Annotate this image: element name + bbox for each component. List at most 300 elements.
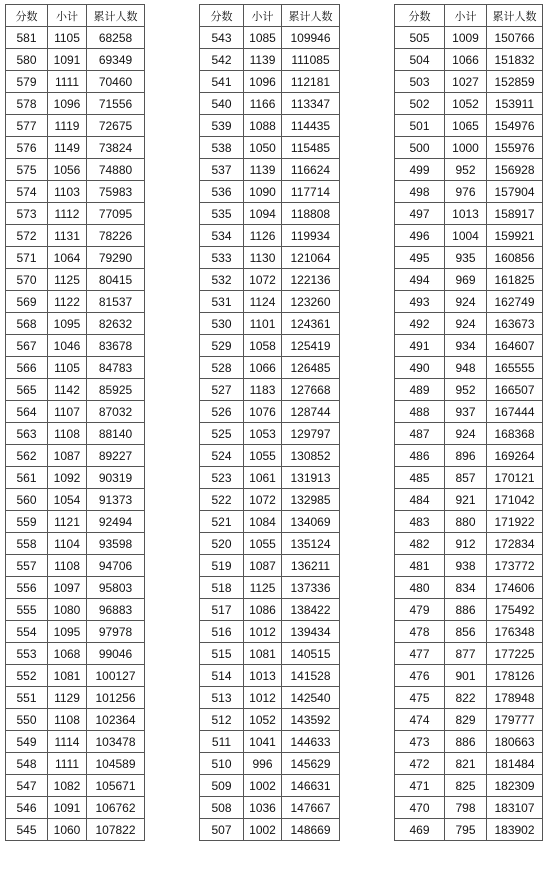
score-cell: 469: [395, 819, 445, 841]
count-cell: 1129: [48, 687, 87, 709]
score-cell: 553: [6, 643, 48, 665]
cumulative-cell: 176348: [487, 621, 543, 643]
score-cell: 577: [6, 115, 48, 137]
cumulative-cell: 106762: [87, 797, 145, 819]
cumulative-cell: 73824: [87, 137, 145, 159]
count-cell: 1130: [244, 247, 282, 269]
score-cell: 552: [6, 665, 48, 687]
score-cell: 527: [200, 379, 244, 401]
score-cell: 532: [200, 269, 244, 291]
cumulative-cell: 109946: [282, 27, 340, 49]
table-row: [6, 555, 145, 577]
table-row: [6, 775, 145, 797]
count-cell: 1052: [244, 709, 282, 731]
score-cell: 564: [6, 401, 48, 423]
cumulative-cell: 83678: [87, 335, 145, 357]
count-cell: 1111: [48, 753, 87, 775]
cumulative-cell: 146631: [282, 775, 340, 797]
count-cell: 1183: [244, 379, 282, 401]
count-cell: 886: [445, 599, 487, 621]
score-cell: 558: [6, 533, 48, 555]
score-cell: 534: [200, 225, 244, 247]
count-cell: 1061: [244, 467, 282, 489]
table-row: [6, 643, 145, 665]
cumulative-cell: 175492: [487, 599, 543, 621]
cumulative-cell: 181484: [487, 753, 543, 775]
count-cell: 821: [445, 753, 487, 775]
table-row: [200, 225, 340, 247]
cumulative-cell: 96883: [87, 599, 145, 621]
table-row: [395, 467, 543, 489]
table-row: [6, 269, 145, 291]
score-cell: 561: [6, 467, 48, 489]
table-row: [395, 555, 543, 577]
count-cell: 1036: [244, 797, 282, 819]
table-row: [200, 665, 340, 687]
cumulative-cell: 81537: [87, 291, 145, 313]
count-cell: 1087: [48, 445, 87, 467]
cumulative-cell: 160856: [487, 247, 543, 269]
cumulative-cell: 134069: [282, 511, 340, 533]
header-score: 分数: [395, 5, 445, 27]
table-row: [6, 423, 145, 445]
count-cell: 825: [445, 775, 487, 797]
score-cell: 556: [6, 577, 48, 599]
cumulative-cell: 150766: [487, 27, 543, 49]
table-row: [395, 225, 543, 247]
score-cell: 486: [395, 445, 445, 467]
score-cell: 571: [6, 247, 48, 269]
cumulative-cell: 183107: [487, 797, 543, 819]
cumulative-cell: 100127: [87, 665, 145, 687]
score-cell: 499: [395, 159, 445, 181]
cumulative-cell: 171042: [487, 489, 543, 511]
cumulative-cell: 115485: [282, 137, 340, 159]
count-cell: 952: [445, 159, 487, 181]
score-cell: 513: [200, 687, 244, 709]
table-row: [200, 93, 340, 115]
score-table-1: [5, 4, 145, 841]
score-cell: 515: [200, 643, 244, 665]
count-cell: 1108: [48, 555, 87, 577]
cumulative-cell: 74880: [87, 159, 145, 181]
score-cell: 489: [395, 379, 445, 401]
table-row: [6, 599, 145, 621]
count-cell: 1125: [244, 577, 282, 599]
cumulative-cell: 113347: [282, 93, 340, 115]
cumulative-cell: 97978: [87, 621, 145, 643]
cumulative-cell: 180663: [487, 731, 543, 753]
table-row: [6, 291, 145, 313]
count-cell: 948: [445, 357, 487, 379]
count-cell: 1149: [48, 137, 87, 159]
cumulative-cell: 154976: [487, 115, 543, 137]
score-cell: 517: [200, 599, 244, 621]
score-cell: 510: [200, 753, 244, 775]
cumulative-cell: 125419: [282, 335, 340, 357]
table-row: [395, 533, 543, 555]
score-cell: 488: [395, 401, 445, 423]
score-cell: 530: [200, 313, 244, 335]
table-row: [6, 93, 145, 115]
count-cell: 1050: [244, 137, 282, 159]
table-row: [395, 159, 543, 181]
header-score: 分数: [6, 5, 48, 27]
score-cell: 545: [6, 819, 48, 841]
score-cell: 475: [395, 687, 445, 709]
count-cell: 1081: [48, 665, 87, 687]
table-row: [200, 115, 340, 137]
cumulative-cell: 112181: [282, 71, 340, 93]
score-table-2: [199, 4, 340, 841]
table-row: [6, 335, 145, 357]
header-row: [6, 5, 145, 27]
count-cell: 1122: [48, 291, 87, 313]
table-row: [395, 577, 543, 599]
score-cell: 543: [200, 27, 244, 49]
count-cell: 1142: [48, 379, 87, 401]
cumulative-cell: 167444: [487, 401, 543, 423]
score-cell: 492: [395, 313, 445, 335]
table-row: [200, 445, 340, 467]
score-cell: 576: [6, 137, 48, 159]
cumulative-cell: 85925: [87, 379, 145, 401]
cumulative-cell: 141528: [282, 665, 340, 687]
count-cell: 1125: [48, 269, 87, 291]
cumulative-cell: 117714: [282, 181, 340, 203]
score-cell: 498: [395, 181, 445, 203]
table-row: [6, 467, 145, 489]
score-cell: 519: [200, 555, 244, 577]
score-cell: 550: [6, 709, 48, 731]
count-cell: 996: [244, 753, 282, 775]
count-cell: 938: [445, 555, 487, 577]
count-cell: 1111: [48, 71, 87, 93]
table-row: [200, 621, 340, 643]
cumulative-cell: 183902: [487, 819, 543, 841]
score-cell: 518: [200, 577, 244, 599]
table-row: [200, 291, 340, 313]
cumulative-cell: 145629: [282, 753, 340, 775]
cumulative-cell: 102364: [87, 709, 145, 731]
table-row: [200, 401, 340, 423]
table-row: [395, 401, 543, 423]
table-row: [200, 27, 340, 49]
score-cell: 523: [200, 467, 244, 489]
score-cell: 551: [6, 687, 48, 709]
cumulative-cell: 138422: [282, 599, 340, 621]
table-row: [200, 533, 340, 555]
table-row: [200, 599, 340, 621]
table-row: [6, 621, 145, 643]
table-row: [200, 71, 340, 93]
cumulative-cell: 130852: [282, 445, 340, 467]
table-row: [6, 159, 145, 181]
count-cell: 857: [445, 467, 487, 489]
cumulative-cell: 153911: [487, 93, 543, 115]
count-cell: 924: [445, 313, 487, 335]
score-cell: 483: [395, 511, 445, 533]
count-cell: 1124: [244, 291, 282, 313]
cumulative-cell: 173772: [487, 555, 543, 577]
count-cell: 921: [445, 489, 487, 511]
table-row: [200, 247, 340, 269]
count-cell: 896: [445, 445, 487, 467]
cumulative-cell: 71556: [87, 93, 145, 115]
score-cell: 490: [395, 357, 445, 379]
table-row: [200, 819, 340, 841]
score-cell: 535: [200, 203, 244, 225]
cumulative-cell: 158917: [487, 203, 543, 225]
table-row: [200, 467, 340, 489]
score-cell: 503: [395, 71, 445, 93]
count-cell: 886: [445, 731, 487, 753]
cumulative-cell: 166507: [487, 379, 543, 401]
table-row: [395, 313, 543, 335]
count-cell: 952: [445, 379, 487, 401]
cumulative-cell: 72675: [87, 115, 145, 137]
count-cell: 834: [445, 577, 487, 599]
cumulative-cell: 101256: [87, 687, 145, 709]
table-row: [395, 357, 543, 379]
cumulative-cell: 140515: [282, 643, 340, 665]
table-row: [395, 203, 543, 225]
cumulative-cell: 88140: [87, 423, 145, 445]
count-cell: 1096: [48, 93, 87, 115]
count-cell: 822: [445, 687, 487, 709]
count-cell: 1009: [445, 27, 487, 49]
cumulative-cell: 123260: [282, 291, 340, 313]
count-cell: 1108: [48, 709, 87, 731]
score-cell: 525: [200, 423, 244, 445]
cumulative-cell: 111085: [282, 49, 340, 71]
cumulative-cell: 95803: [87, 577, 145, 599]
table-row: [200, 203, 340, 225]
count-cell: 1066: [244, 357, 282, 379]
table-row: [200, 687, 340, 709]
table-row: [200, 797, 340, 819]
header-cumulative: 累计人数: [87, 5, 145, 27]
table-row: [395, 27, 543, 49]
score-cell: 575: [6, 159, 48, 181]
cumulative-cell: 135124: [282, 533, 340, 555]
score-cell: 470: [395, 797, 445, 819]
cumulative-cell: 164607: [487, 335, 543, 357]
score-cell: 573: [6, 203, 48, 225]
cumulative-cell: 90319: [87, 467, 145, 489]
score-cell: 557: [6, 555, 48, 577]
count-cell: 1064: [48, 247, 87, 269]
table-row: [200, 643, 340, 665]
table-row: [200, 357, 340, 379]
score-cell: 479: [395, 599, 445, 621]
cumulative-cell: 172834: [487, 533, 543, 555]
table-row: [200, 379, 340, 401]
cumulative-cell: 162749: [487, 291, 543, 313]
score-cell: 541: [200, 71, 244, 93]
count-cell: 795: [445, 819, 487, 841]
count-cell: 1065: [445, 115, 487, 137]
table-row: [395, 335, 543, 357]
table-row: [6, 445, 145, 467]
table-row: [395, 687, 543, 709]
score-cell: 474: [395, 709, 445, 731]
cumulative-cell: 151832: [487, 49, 543, 71]
table-row: [6, 401, 145, 423]
cumulative-cell: 148669: [282, 819, 340, 841]
score-cell: 507: [200, 819, 244, 841]
cumulative-cell: 103478: [87, 731, 145, 753]
cumulative-cell: 70460: [87, 71, 145, 93]
score-cell: 500: [395, 137, 445, 159]
count-cell: 1012: [244, 621, 282, 643]
count-cell: 1013: [445, 203, 487, 225]
table-row: [395, 775, 543, 797]
count-cell: 1105: [48, 27, 87, 49]
count-cell: 1066: [445, 49, 487, 71]
count-cell: 934: [445, 335, 487, 357]
cumulative-cell: 169264: [487, 445, 543, 467]
table-row: [395, 379, 543, 401]
score-cell: 546: [6, 797, 48, 819]
score-cell: 560: [6, 489, 48, 511]
cumulative-cell: 84783: [87, 357, 145, 379]
count-cell: 1095: [48, 313, 87, 335]
cumulative-cell: 107822: [87, 819, 145, 841]
count-cell: 1097: [48, 577, 87, 599]
table-row: [200, 335, 340, 357]
cumulative-cell: 118808: [282, 203, 340, 225]
count-cell: 1056: [48, 159, 87, 181]
count-cell: 1119: [48, 115, 87, 137]
count-cell: 877: [445, 643, 487, 665]
table-row: [395, 423, 543, 445]
cumulative-cell: 124361: [282, 313, 340, 335]
cumulative-cell: 174606: [487, 577, 543, 599]
table-row: [6, 577, 145, 599]
cumulative-cell: 89227: [87, 445, 145, 467]
count-cell: 1126: [244, 225, 282, 247]
score-cell: 478: [395, 621, 445, 643]
cumulative-cell: 159921: [487, 225, 543, 247]
score-cell: 482: [395, 533, 445, 555]
score-cell: 491: [395, 335, 445, 357]
count-cell: 1058: [244, 335, 282, 357]
score-cell: 537: [200, 159, 244, 181]
count-cell: 1052: [445, 93, 487, 115]
header-count: 小计: [48, 5, 87, 27]
score-cell: 579: [6, 71, 48, 93]
count-cell: 1046: [48, 335, 87, 357]
count-cell: 1121: [48, 511, 87, 533]
score-cell: 533: [200, 247, 244, 269]
cumulative-cell: 126485: [282, 357, 340, 379]
table-row: [6, 797, 145, 819]
score-cell: 578: [6, 93, 48, 115]
header-row: [395, 5, 543, 27]
score-cell: 493: [395, 291, 445, 313]
count-cell: 856: [445, 621, 487, 643]
score-cell: 566: [6, 357, 48, 379]
count-cell: 1103: [48, 181, 87, 203]
count-cell: 1090: [244, 181, 282, 203]
count-cell: 1041: [244, 731, 282, 753]
count-cell: 1072: [244, 489, 282, 511]
count-cell: 1107: [48, 401, 87, 423]
cumulative-cell: 80415: [87, 269, 145, 291]
score-table-3: [394, 4, 543, 841]
count-cell: 1094: [244, 203, 282, 225]
count-cell: 1088: [244, 115, 282, 137]
table-row: [200, 423, 340, 445]
table-row: [6, 203, 145, 225]
table-row: [395, 731, 543, 753]
score-cell: 502: [395, 93, 445, 115]
cumulative-cell: 131913: [282, 467, 340, 489]
count-cell: 1086: [244, 599, 282, 621]
cumulative-cell: 121064: [282, 247, 340, 269]
table-row: [200, 511, 340, 533]
table-row: [6, 115, 145, 137]
table-row: [395, 511, 543, 533]
score-cell: 538: [200, 137, 244, 159]
table-row: [6, 533, 145, 555]
cumulative-cell: 68258: [87, 27, 145, 49]
score-cell: 580: [6, 49, 48, 71]
score-cell: 574: [6, 181, 48, 203]
score-cell: 501: [395, 115, 445, 137]
table-row: [395, 709, 543, 731]
cumulative-cell: 79290: [87, 247, 145, 269]
count-cell: 976: [445, 181, 487, 203]
cumulative-cell: 122136: [282, 269, 340, 291]
score-cell: 485: [395, 467, 445, 489]
header-count: 小计: [244, 5, 282, 27]
score-cell: 494: [395, 269, 445, 291]
count-cell: 1092: [48, 467, 87, 489]
cumulative-cell: 132985: [282, 489, 340, 511]
table-row: [395, 137, 543, 159]
header-count: 小计: [445, 5, 487, 27]
score-cell: 539: [200, 115, 244, 137]
score-cell: 524: [200, 445, 244, 467]
count-cell: 969: [445, 269, 487, 291]
count-cell: 1096: [244, 71, 282, 93]
count-cell: 912: [445, 533, 487, 555]
count-cell: 1131: [48, 225, 87, 247]
count-cell: 1091: [48, 49, 87, 71]
table-row: [200, 731, 340, 753]
score-cell: 481: [395, 555, 445, 577]
count-cell: 1080: [48, 599, 87, 621]
cumulative-cell: 136211: [282, 555, 340, 577]
count-cell: 1112: [48, 203, 87, 225]
score-cell: 536: [200, 181, 244, 203]
table-row: [6, 511, 145, 533]
cumulative-cell: 104589: [87, 753, 145, 775]
cumulative-cell: 77095: [87, 203, 145, 225]
table-row: [200, 489, 340, 511]
table-row: [6, 137, 145, 159]
table-row: [6, 225, 145, 247]
score-cell: 549: [6, 731, 48, 753]
table-row: [395, 269, 543, 291]
score-cell: 531: [200, 291, 244, 313]
cumulative-cell: 92494: [87, 511, 145, 533]
count-cell: 937: [445, 401, 487, 423]
count-cell: 1114: [48, 731, 87, 753]
count-cell: 798: [445, 797, 487, 819]
